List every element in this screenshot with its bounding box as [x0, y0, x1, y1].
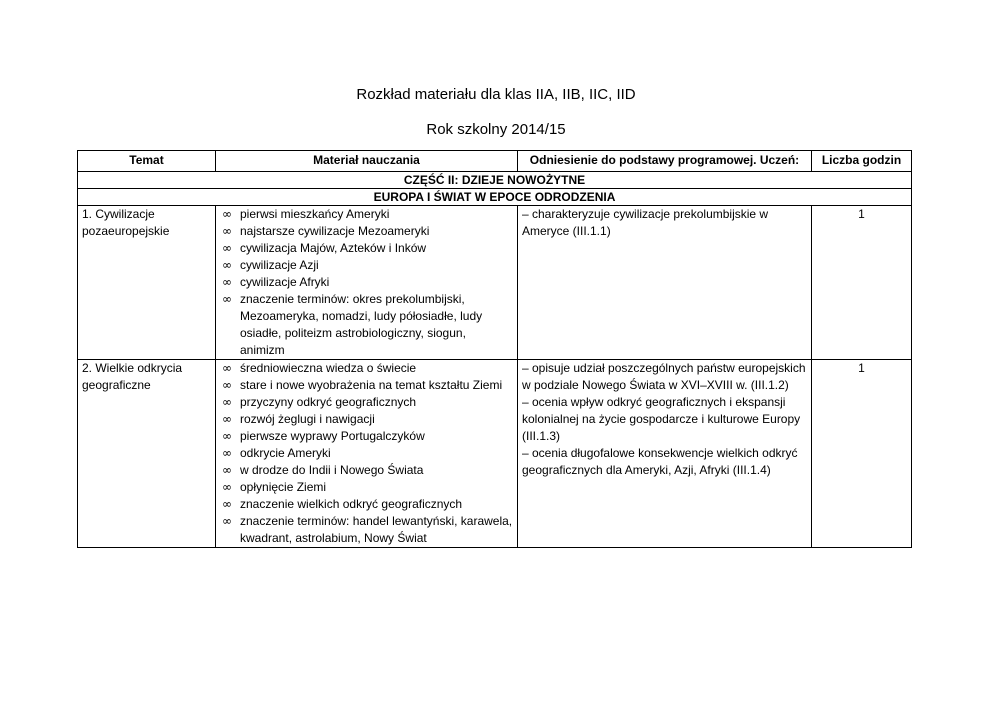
school-year: Rok szkolny 2014/15: [426, 121, 566, 138]
list-item: [222, 377, 513, 394]
list-item: [222, 394, 513, 411]
table-header-row: [78, 151, 912, 172]
material-item-text: stare i nowe wyobrażenia na temat kształtu Ziemi: [240, 378, 503, 392]
infinity-bullet-icon: ∞: [222, 361, 232, 375]
infinity-bullet-icon: ∞: [222, 207, 232, 221]
material-item-text: znaczenie terminów: handel lewantyński, karawela, kwadrant, astrolabium, Nowy Świat: [240, 514, 513, 545]
list-item: [222, 223, 513, 240]
material-item-text: w drodze do Indii i Nowego Świata: [240, 463, 424, 477]
list-item: [222, 240, 513, 257]
reference-cell: [518, 360, 812, 548]
reference-statement: – opisuje udział poszczególnych państw europejskich w podziale Nowego Świata w XVI–XVIII w. (III.1.2): [522, 361, 806, 392]
infinity-bullet-icon: ∞: [222, 514, 232, 528]
list-item: [222, 411, 513, 428]
list-item: [222, 496, 513, 513]
hours-cell: 1: [812, 360, 912, 548]
list-item: [222, 445, 513, 462]
infinity-bullet-icon: ∞: [222, 292, 232, 306]
column-header-topic: Temat: [78, 151, 216, 172]
table-row: [78, 206, 912, 360]
material-item-text: znaczenie wielkich odkryć geograficznych: [240, 497, 463, 511]
column-header-material: Materiał nauczania: [216, 151, 518, 172]
reference-statement: – ocenia wpływ odkryć geograficznych i ekspansji kolonialnej na życie gospodarcze i kulturowe Europy (III.1.3): [522, 395, 801, 443]
list-item: [222, 428, 513, 445]
material-item-text: odkrycie Ameryki: [240, 446, 331, 460]
list-item: [222, 462, 513, 479]
topic-cell: 1. Cywilizacje pozaeuropejskie: [78, 206, 216, 360]
part-title: CZĘŚĆ II: DZIEJE NOWOŻYTNE: [78, 172, 912, 189]
infinity-bullet-icon: ∞: [222, 446, 232, 460]
list-item: [222, 360, 513, 377]
material-item-text: cywilizacje Afryki: [240, 275, 330, 289]
material-item-text: cywilizacja Majów, Azteków i Inków: [240, 241, 427, 255]
document-title: Rozkład materiału dla klas IIA, IIB, IIC, IID: [356, 86, 636, 103]
list-item: [222, 274, 513, 291]
material-item-text: przyczyny odkryć geograficznych: [240, 395, 417, 409]
material-list: [220, 206, 513, 359]
list-item: [222, 291, 513, 359]
column-header-hours: Liczba godzin: [812, 151, 912, 172]
infinity-bullet-icon: ∞: [222, 497, 232, 511]
infinity-bullet-icon: ∞: [222, 395, 232, 409]
chapter-title: EUROPA I ŚWIAT W EPOCE ODRODZENIA: [78, 189, 912, 206]
material-item-text: pierwsi mieszkańcy Ameryki: [240, 207, 390, 221]
material-item-text: najstarsze cywilizacje Mezoameryki: [240, 224, 430, 238]
part-title-row: [78, 172, 912, 189]
material-cell: [216, 360, 518, 548]
infinity-bullet-icon: ∞: [222, 463, 232, 477]
infinity-bullet-icon: ∞: [222, 378, 232, 392]
infinity-bullet-icon: ∞: [222, 480, 232, 494]
reference-statement: – ocenia długofalowe konsekwencje wielkich odkryć geograficznych dla Ameryki, Azji, Afryki (III.1.4): [522, 446, 798, 477]
chapter-title-row: [78, 189, 912, 206]
table-row: [78, 360, 912, 548]
infinity-bullet-icon: ∞: [222, 224, 232, 238]
list-item: [222, 206, 513, 223]
curriculum-table: [77, 150, 912, 548]
infinity-bullet-icon: ∞: [222, 275, 232, 289]
material-item-text: pierwsze wyprawy Portugalczyków: [240, 429, 425, 443]
material-item-text: średniowieczna wiedza o świecie: [240, 361, 417, 375]
material-item-text: opłynięcie Ziemi: [240, 480, 327, 494]
column-header-reference: Odniesienie do podstawy programowej. Uczeń:: [518, 151, 812, 172]
material-item-text: rozwój żeglugi i nawigacji: [240, 412, 375, 426]
reference-statement: – charakteryzuje cywilizacje prekolumbijskie w Ameryce (III.1.1): [522, 207, 769, 238]
material-cell: [216, 206, 518, 360]
material-list: [220, 360, 513, 547]
topic-cell: 2. Wielkie odkrycia geograficzne: [78, 360, 216, 548]
material-item-text: znaczenie terminów: okres prekolumbijski, Mezoameryka, nomadzi, ludy półosiadłe, ludy osiadłe, politeizm astrobiologiczny, siogun, animizm: [240, 292, 483, 357]
infinity-bullet-icon: ∞: [222, 412, 232, 426]
list-item: [222, 479, 513, 496]
infinity-bullet-icon: ∞: [222, 429, 232, 443]
list-item: [222, 257, 513, 274]
material-item-text: cywilizacje Azji: [240, 258, 319, 272]
hours-cell: 1: [812, 206, 912, 360]
reference-cell: [518, 206, 812, 360]
infinity-bullet-icon: ∞: [222, 258, 232, 272]
infinity-bullet-icon: ∞: [222, 241, 232, 255]
list-item: [222, 513, 513, 547]
